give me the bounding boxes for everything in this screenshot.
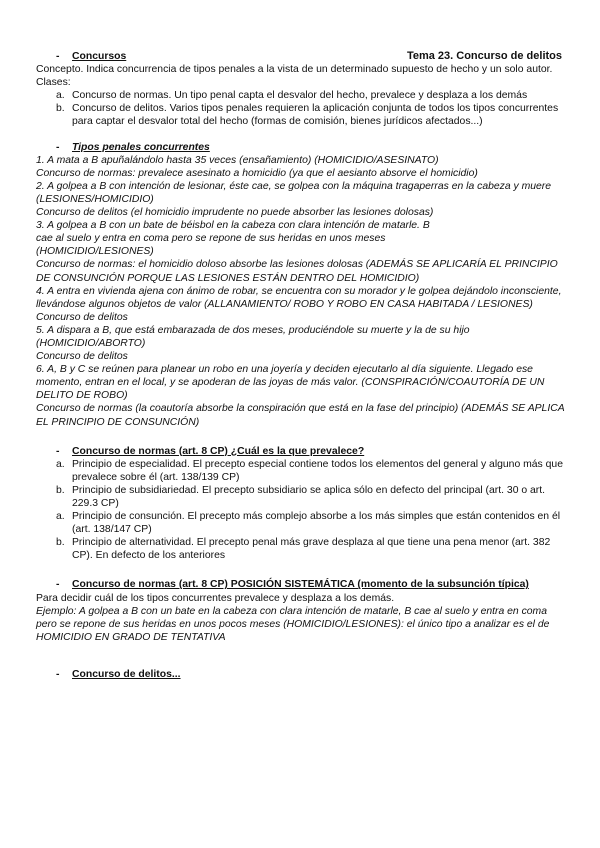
list-marker: a. [56, 458, 65, 470]
bullet-dash: - [56, 579, 60, 591]
document-title: Tema 23. Concurso de delitos [406, 50, 562, 62]
list-text: Principio de especialidad. El precepto especial contiene todos los elementos del general y alguno más que prevalece sobre él (art. 138/139 CP) [72, 458, 563, 483]
list-text: Principio de consunción. El precepto más complejo absorbe a los más simples que están contenidos en él (art. 138/147 CP) [72, 511, 561, 536]
section-title: Concurso de normas (art. 8 CP) ¿Cuál es la que prevalece? [72, 445, 365, 457]
list-item [36, 102, 566, 128]
bullet-dash: - [56, 51, 60, 62]
list-text: Concurso de delitos. Varios tipos penales requieren la aplicación conjunta de todos los tipos concurrentes para captar el desvalor total del hecho (formas de comisión, bienes jurídicos afectados...) [72, 103, 559, 128]
bullet-dash: - [56, 141, 60, 153]
clases-label: Clases: [36, 77, 71, 89]
section-concurso-delitos-heading [36, 668, 566, 681]
list-text: Concurso de normas. Un tipo penal capta el desvalor del hecho, prevalece y desplaza a los demás [72, 90, 528, 102]
case-line: 6. A, B y C se reúnen para planear un robo en una joyería y deciden ejecutarlo al día siguiente. Llegado ese momento, entran en el local, y se apoderan de las joyas de más valor. (CONSPIRACIÓN/COAUTORÍA DE UN DELITO DE ROBO) [36, 364, 545, 402]
case-line: Concurso de normas (la coautoría absorbe la conspiración que está en la fase del principio) (ADEMÁS SE APLICA EL PRINCIPIO DE CONSUNCIÓN) [36, 403, 565, 428]
case-line: 3. A golpea a B con un bate de béisbol en la cabeza con clara intención de matarle. B [36, 220, 430, 232]
case-line: Concurso de delitos (el homicidio imprudente no puede absorber las lesiones dolosas) [36, 207, 434, 219]
intro-paragraph: Para decidir cuál de los tipos concurrentes prevalece y desplaza a los demás. [36, 592, 395, 604]
case-line: Concurso de delitos [36, 351, 128, 363]
section-title: Concurso de delitos... [72, 668, 181, 680]
list-marker: b. [56, 537, 65, 549]
list-marker: a. [56, 90, 65, 102]
section-concursos-heading [36, 50, 566, 63]
bullet-dash: - [56, 668, 60, 680]
list-marker: a. [56, 511, 65, 523]
list-marker: b. [56, 103, 65, 115]
section-concurso-normas-heading [36, 445, 566, 458]
list-marker: b. [56, 484, 65, 496]
case-line: 5. A dispara a B, que está embarazada de dos meses, produciéndole su muerte y la de su hijo (HOMICIDIO/ABORTO) [36, 324, 470, 349]
case-line: 1. A mata a B apuñalándolo hasta 35 veces (ensañamiento) (HOMICIDIO/ASESINATO) [36, 154, 439, 166]
bullet-dash: - [56, 445, 60, 457]
list-item [36, 510, 566, 536]
case-line: 4. A entra en vivienda ajena con ánimo de robar, se encuentra con su morador y le golpea dejándolo inconsciente, llevándose algunos objetos de valor (ALLANAMIENTO/ ROBO Y ROBO EN CASA HABITADA / LESIONES) [36, 285, 562, 310]
section-title: Tipos penales concurrentes [72, 141, 210, 153]
case-line: Concurso de normas: prevalece asesinato a homicidio (ya que el aesianto absorve el homicidio) [36, 167, 478, 179]
section-tipos-heading [36, 141, 566, 154]
case-line: Concurso de normas: el homicidio doloso absorbe las lesiones dolosas (ADEMÁS SE APLICARÍA EL PRINCIPIO DE CONSUNCIÓN PORQUE LAS LESIONES ESTÁN DENTRO DEL HOMICIDIO) [36, 259, 558, 284]
list-item [36, 484, 566, 510]
example-paragraph: Ejemplo: A golpea a B con un bate en la cabeza con clara intención de matarle, B cae al suelo y entra en coma pero se repone de sus heridas en unos pocos meses (HOMICIDIO/LESIONES): el único tipo a analizar es el de HOMICIDIO EN GRADO DE TENTATIVA [36, 605, 550, 643]
list-text: Principio de alternatividad. El precepto penal más grave desplaza al que tiene una pena menor (art. 382 CP). En defecto de los anteriores [72, 537, 551, 562]
case-line: 2. A golpea a B con intención de lesionar, éste cae, se golpea con la máquina tragaperras en la cabeza y muere (LESIONES/HOMICIDIO) [36, 180, 552, 205]
section-title: Concursos [72, 51, 127, 62]
list-item [36, 536, 566, 562]
case-line: (HOMICIDIO/LESIONES) [36, 246, 154, 258]
case-line: Concurso de delitos [36, 311, 128, 323]
list-item [36, 458, 566, 484]
concept-paragraph: Concepto. Indica concurrencia de tipos penales a la vista de un determinado supuesto de hecho y un solo autor. [36, 64, 553, 76]
document-body [36, 50, 566, 681]
list-text: Principio de subsidiariedad. El precepto subsidiario se aplica sólo en defecto del principal (art. 30 o art. 229.3 CP) [72, 484, 546, 509]
section-posicion-sistematica-heading [36, 578, 566, 591]
list-item [36, 89, 566, 102]
section-title: Concurso de normas (art. 8 CP) POSICIÓN SISTEMÁTICA (momento de la subsunción típica) [72, 579, 529, 591]
case-line: cae al suelo y entra en coma pero se repone de sus heridas en unos meses [36, 233, 386, 245]
